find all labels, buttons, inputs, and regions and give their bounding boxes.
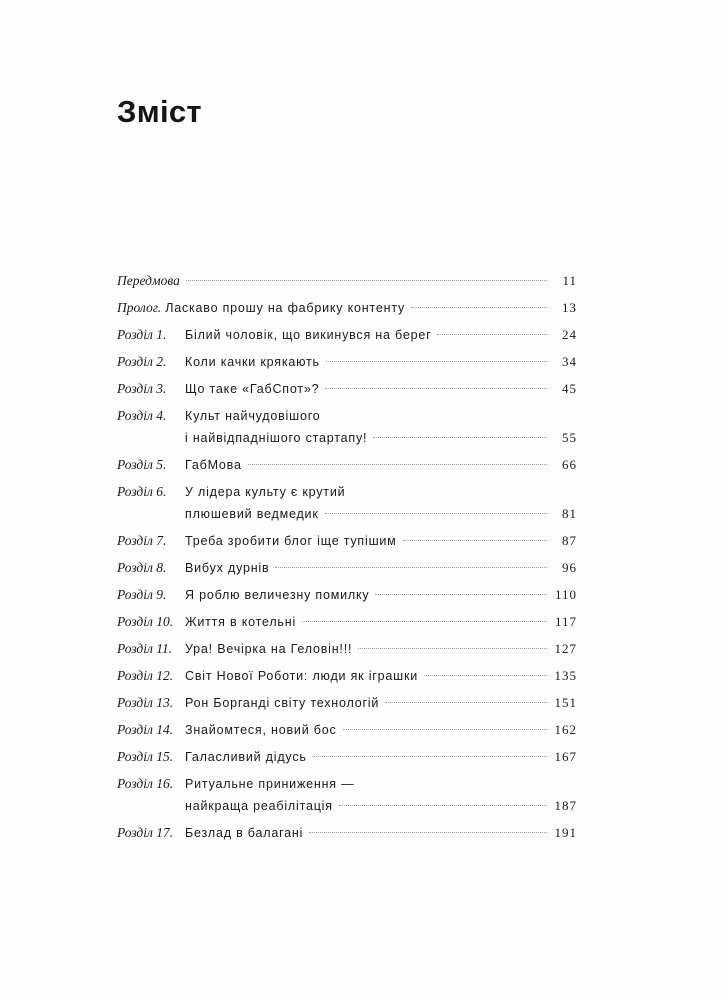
toc-entry-label: Розділ 4. xyxy=(117,408,167,423)
toc-entry-label: Передмова xyxy=(117,273,180,288)
dot-leader xyxy=(375,594,547,595)
toc-entry-heading: Безлад в балагані xyxy=(185,826,304,840)
toc-entry-label: Розділ 6. xyxy=(117,484,167,499)
toc-entry-heading: ГабМова xyxy=(185,458,242,472)
dot-leader xyxy=(248,464,547,465)
dot-leader xyxy=(325,388,547,389)
toc-entry-label: Розділ 11. xyxy=(117,641,173,656)
toc-entry xyxy=(117,822,577,844)
toc-entry-heading: і найвідпаднішого стартапу! xyxy=(185,431,368,445)
toc-entry xyxy=(117,584,577,606)
toc-entry-heading: Треба зробити блог іще тупішим xyxy=(185,534,397,548)
toc-entry-label: Розділ 9. xyxy=(117,587,167,602)
toc-page-number: 45 xyxy=(562,381,577,396)
toc-entry-heading: найкраща реабілітація xyxy=(185,799,333,813)
toc-entry-heading: Знайомтеся, новий бос xyxy=(185,723,337,737)
toc-page-number: 81 xyxy=(562,506,577,521)
toc-page-number: 135 xyxy=(554,668,577,683)
toc-entry-heading: Вибух дурнів xyxy=(185,561,270,575)
toc-entry xyxy=(117,405,577,449)
toc-entry xyxy=(117,297,577,319)
toc-entry xyxy=(117,530,577,552)
toc-page-number: 110 xyxy=(554,587,577,602)
toc-entry-label: Пролог. xyxy=(117,300,162,315)
toc-entry xyxy=(117,692,577,714)
toc-page-number: 191 xyxy=(554,825,577,840)
toc-entry-label: Розділ 12. xyxy=(117,668,174,683)
dot-leader xyxy=(326,361,547,362)
dot-leader xyxy=(424,675,547,676)
toc-entry-heading: Ритуальне приниження — xyxy=(185,777,355,791)
dot-leader xyxy=(403,540,547,541)
toc-entry xyxy=(117,611,577,633)
toc-page-number: 187 xyxy=(554,798,577,813)
toc-page-number: 162 xyxy=(554,722,577,737)
toc-entry-label: Розділ 14. xyxy=(117,722,174,737)
dot-leader xyxy=(437,334,547,335)
toc-entry-heading: Культ найчудовішого xyxy=(185,409,321,423)
table-of-contents xyxy=(117,270,577,849)
toc-entry-label: Розділ 15. xyxy=(117,749,174,764)
toc-entry-heading: Галасливий дідусь xyxy=(185,750,307,764)
toc-entry-label: Розділ 17. xyxy=(117,825,174,840)
toc-entry-label: Розділ 2. xyxy=(117,354,167,369)
dot-leader xyxy=(358,648,547,649)
toc-entry-heading: Світ Нової Роботи: люди як іграшки xyxy=(185,669,419,683)
toc-page-number: 11 xyxy=(562,273,577,288)
toc-entry-heading: Білий чоловік, що викинувся на берег xyxy=(185,328,432,342)
toc-page-number: 55 xyxy=(562,430,577,445)
toc-page-number: 117 xyxy=(554,614,577,629)
toc-page-number: 34 xyxy=(562,354,577,369)
toc-entry xyxy=(117,557,577,579)
toc-page-number: 96 xyxy=(562,560,577,575)
toc-entry-heading: Коли качки крякають xyxy=(185,355,320,369)
toc-entry-heading: Рон Борганді світу технологій xyxy=(185,696,380,710)
toc-entry-label: Розділ 1. xyxy=(117,327,167,342)
toc-entry xyxy=(117,638,577,660)
dot-leader xyxy=(325,513,547,514)
toc-entry-label: Розділ 16. xyxy=(117,776,174,791)
dot-leader xyxy=(411,307,547,308)
toc-entry xyxy=(117,454,577,476)
toc-entry xyxy=(117,773,577,817)
toc-entry-label: Розділ 10. xyxy=(117,614,174,629)
dot-leader xyxy=(302,621,547,622)
toc-entry-label: Розділ 5. xyxy=(117,457,167,472)
dot-leader xyxy=(309,832,547,833)
toc-entry-heading: плюшевий ведмедик xyxy=(185,507,319,521)
toc-entry xyxy=(117,481,577,525)
toc-entry-label: Розділ 7. xyxy=(117,533,167,548)
toc-page-number: 13 xyxy=(562,300,577,315)
toc-entry-heading: Життя в котельні xyxy=(185,615,297,629)
toc-entry xyxy=(117,270,577,292)
toc-entry xyxy=(117,746,577,768)
dot-leader xyxy=(313,756,547,757)
toc-entry xyxy=(117,351,577,373)
dot-leader xyxy=(343,729,547,730)
toc-entry-heading: У лідера культу є крутий xyxy=(185,485,346,499)
toc-entry xyxy=(117,665,577,687)
dot-leader xyxy=(186,280,547,281)
toc-entry-heading: Ласкаво прошу на фабрику контенту xyxy=(165,301,406,315)
dot-leader xyxy=(275,567,547,568)
toc-entry xyxy=(117,324,577,346)
toc-entry xyxy=(117,719,577,741)
toc-page-number: 151 xyxy=(554,695,577,710)
toc-entry-label: Розділ 8. xyxy=(117,560,167,575)
toc-page-number: 66 xyxy=(562,457,577,472)
toc-entry-label: Розділ 3. xyxy=(117,381,167,396)
toc-entry-heading: Ура! Вечірка на Геловін!!! xyxy=(185,642,353,656)
toc-entry xyxy=(117,378,577,400)
toc-entry-heading: Що таке «ГабСпот»? xyxy=(185,382,320,396)
dot-leader xyxy=(339,805,547,806)
dot-leader xyxy=(373,437,547,438)
page-title: Зміст xyxy=(117,94,202,129)
toc-entry-label: Розділ 13. xyxy=(117,695,174,710)
toc-entry-heading: Я роблю величезну помилку xyxy=(185,588,370,602)
toc-page-number: 87 xyxy=(562,533,577,548)
dot-leader xyxy=(385,702,547,703)
toc-page-number: 24 xyxy=(562,327,577,342)
toc-page-number: 127 xyxy=(554,641,577,656)
toc-page-number: 167 xyxy=(554,749,577,764)
